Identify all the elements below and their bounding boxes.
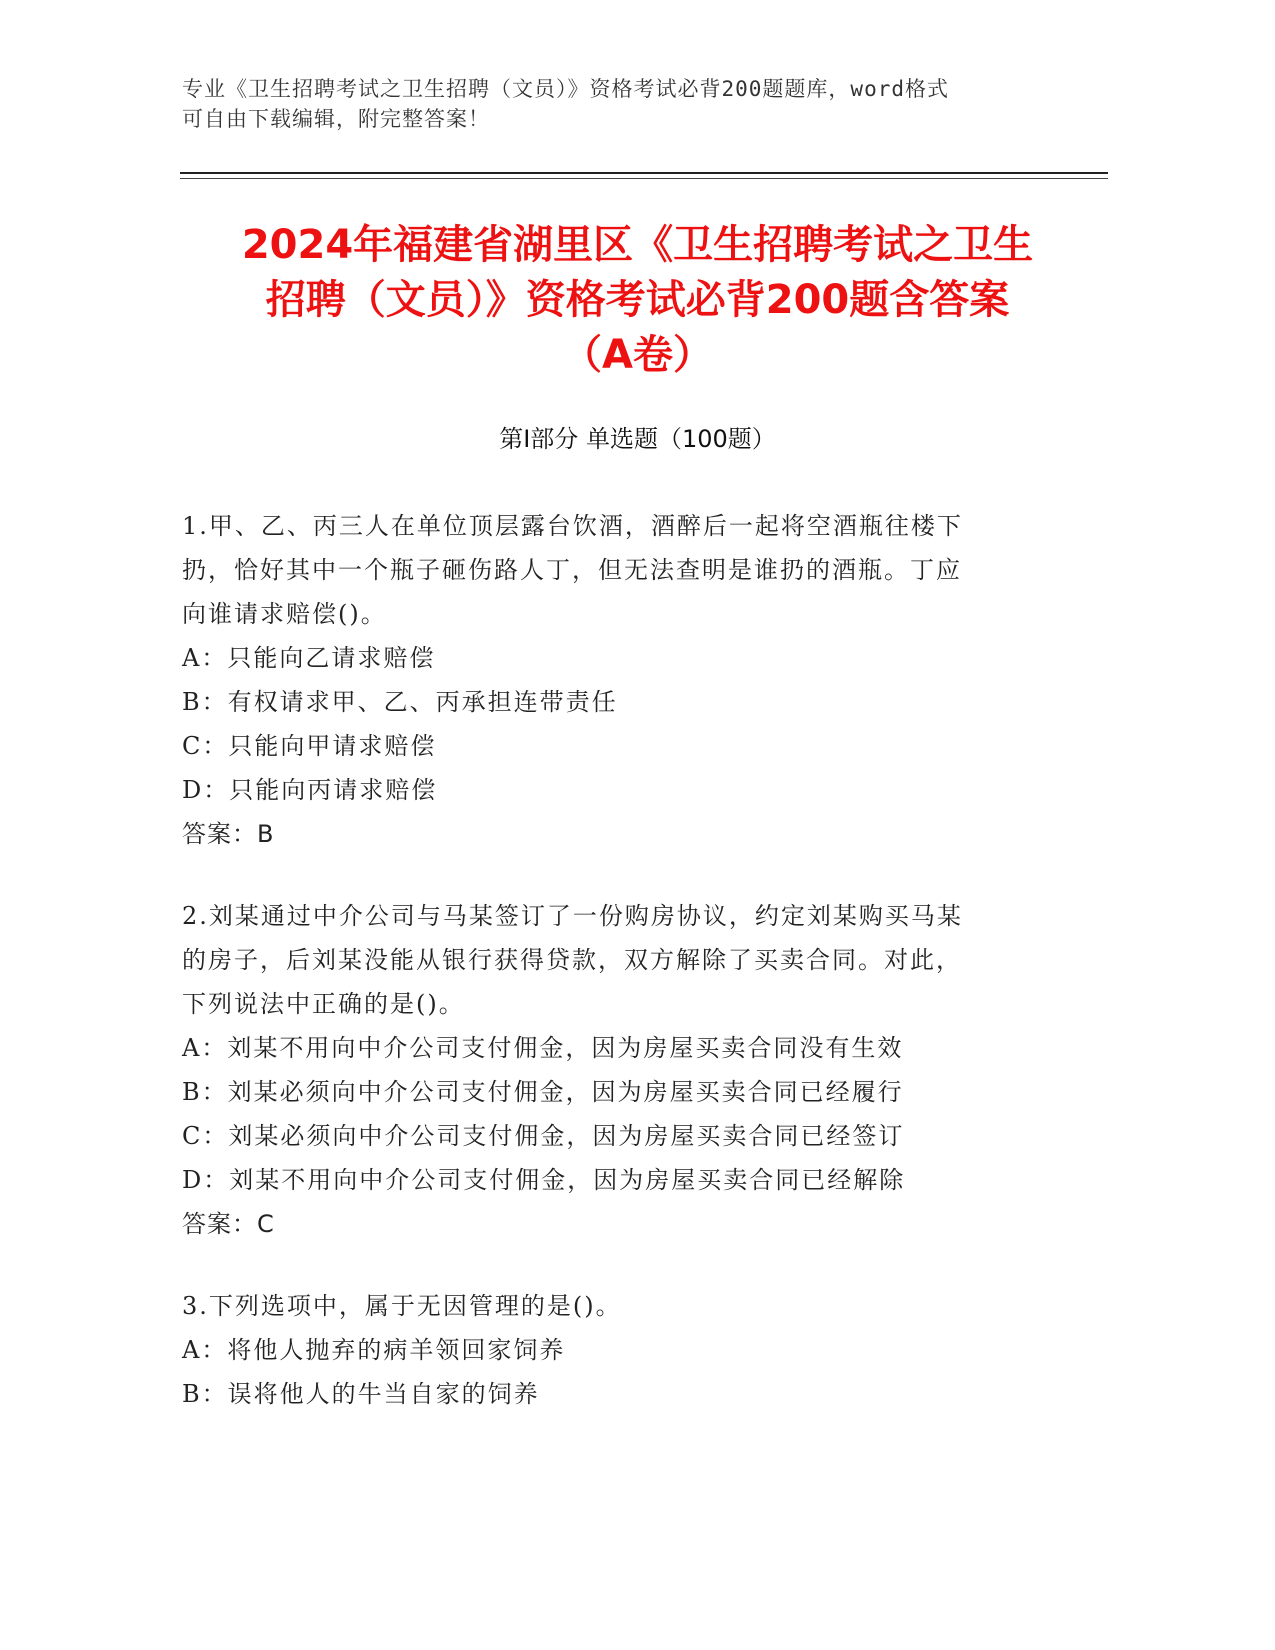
question-3 [182, 1284, 1082, 1416]
section-title: 第Ⅰ部分 单选题（100题） [499, 425, 776, 453]
title-line: 2024年福建省湖里区《卫生招聘考试之卫生 [241, 222, 1034, 268]
title-line: （A卷） [562, 332, 713, 378]
option-a: A：刘某不用向中介公司支付佣金，因为房屋买卖合同没有生效 [182, 1034, 904, 1062]
question-2 [182, 894, 1082, 1246]
header-note-line: 专业《卫生招聘考试之卫生招聘（文员）》资格考试必背200题题库，word格式 [182, 77, 949, 101]
option-c: C：刘某必须向中介公司支付佣金，因为房屋买卖合同已经签订 [182, 1122, 905, 1150]
document-title [150, 218, 1125, 383]
option-b: B：误将他人的牛当自家的饲养 [182, 1380, 540, 1408]
header-note [182, 74, 1062, 134]
option-b: B：刘某必须向中介公司支付佣金，因为房屋买卖合同已经履行 [182, 1078, 904, 1106]
option-d: D：刘某不用向中介公司支付佣金，因为房屋买卖合同已经解除 [182, 1166, 906, 1194]
option-b: B：有权请求甲、乙、丙承担连带责任 [182, 688, 618, 716]
header-divider-thin [180, 178, 1108, 179]
question-stem-line: 3.下列选项中，属于无因管理的是()。 [182, 1292, 622, 1320]
question-stem-line: 的房子，后刘某没能从银行获得贷款，双方解除了买卖合同。对此， [182, 946, 962, 974]
header-divider [180, 172, 1108, 174]
answer: 答案：C [182, 1210, 275, 1238]
question-stem-line: 2.刘某通过中介公司与马某签订了一份购房协议，约定刘某购买马某 [182, 902, 963, 930]
title-line: 招聘（文员）》资格考试必背200题含答案 [265, 277, 1010, 323]
option-a: A：将他人抛弃的病羊领回家饲养 [182, 1336, 566, 1364]
question-stem-line: 扔，恰好其中一个瓶子砸伤路人丁，但无法查明是谁扔的酒瓶。丁应 [182, 556, 962, 584]
question-stem-line: 1.甲、乙、丙三人在单位顶层露台饮酒，酒醉后一起将空酒瓶往楼下 [182, 512, 963, 540]
option-c: C：只能向甲请求赔偿 [182, 732, 437, 760]
header-note-line: 可自由下载编辑，附完整答案！ [182, 107, 490, 131]
question-1 [182, 504, 1082, 856]
question-stem-line: 下列说法中正确的是()。 [182, 990, 465, 1018]
option-a: A：只能向乙请求赔偿 [182, 644, 436, 672]
answer: 答案：B [182, 820, 275, 848]
option-d: D：只能向丙请求赔偿 [182, 776, 438, 804]
question-stem-line: 向谁请求赔偿()。 [182, 600, 387, 628]
